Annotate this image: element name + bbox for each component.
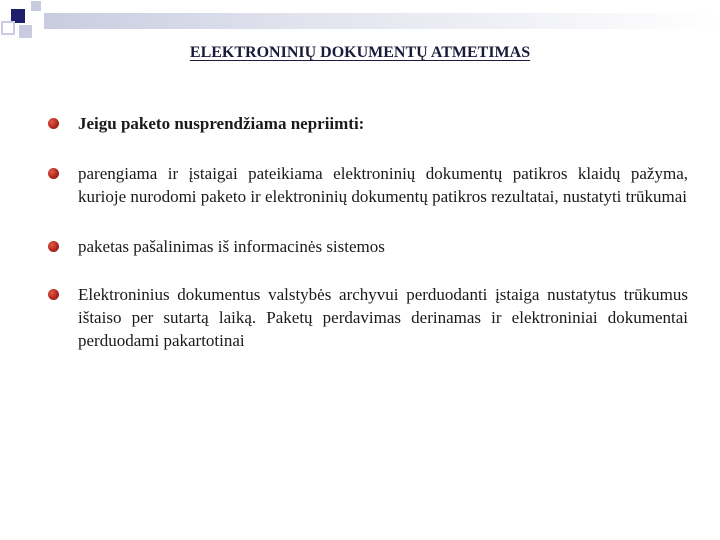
bullet-item	[48, 112, 688, 135]
bullet-text: Elektroninius dokumentus valstybės archyvui perduodanti įstaiga nustatytus trūkumus ištaiso per sutartą laiką. Paketų perdavimas derinamas ir elektroniniai dokumentai perduodami pakartotinai	[78, 285, 688, 350]
bullet-text: paketas pašalinimas iš informacinės sistemos	[78, 237, 385, 256]
bullet-item	[48, 235, 688, 258]
corner-square-outline	[1, 21, 15, 35]
corner-square-light-2	[19, 25, 32, 38]
red-sphere-bullet-icon	[48, 241, 59, 252]
bullet-text: parengiama ir įstaigai pateikiama elektroninių dokumentų patikros klaidų pažyma, kurioje nurodomi paketo ir elektroninių dokumentų patikros rezultatai, nustatyti trūkumai	[78, 164, 688, 206]
red-sphere-bullet-icon	[48, 168, 59, 179]
bullet-item	[48, 162, 688, 208]
bullet-text: Jeigu paketo nusprendžiama nepriimti:	[78, 114, 365, 133]
slide-title: ELEKTRONINIŲ DOKUMENTŲ ATMETIMAS	[189, 44, 531, 61]
bullet-item	[48, 283, 688, 352]
red-sphere-bullet-icon	[48, 289, 59, 300]
header-gradient-bar	[44, 13, 720, 29]
corner-square-light	[31, 1, 41, 11]
bullet-list	[48, 112, 688, 352]
red-sphere-bullet-icon	[48, 118, 59, 129]
